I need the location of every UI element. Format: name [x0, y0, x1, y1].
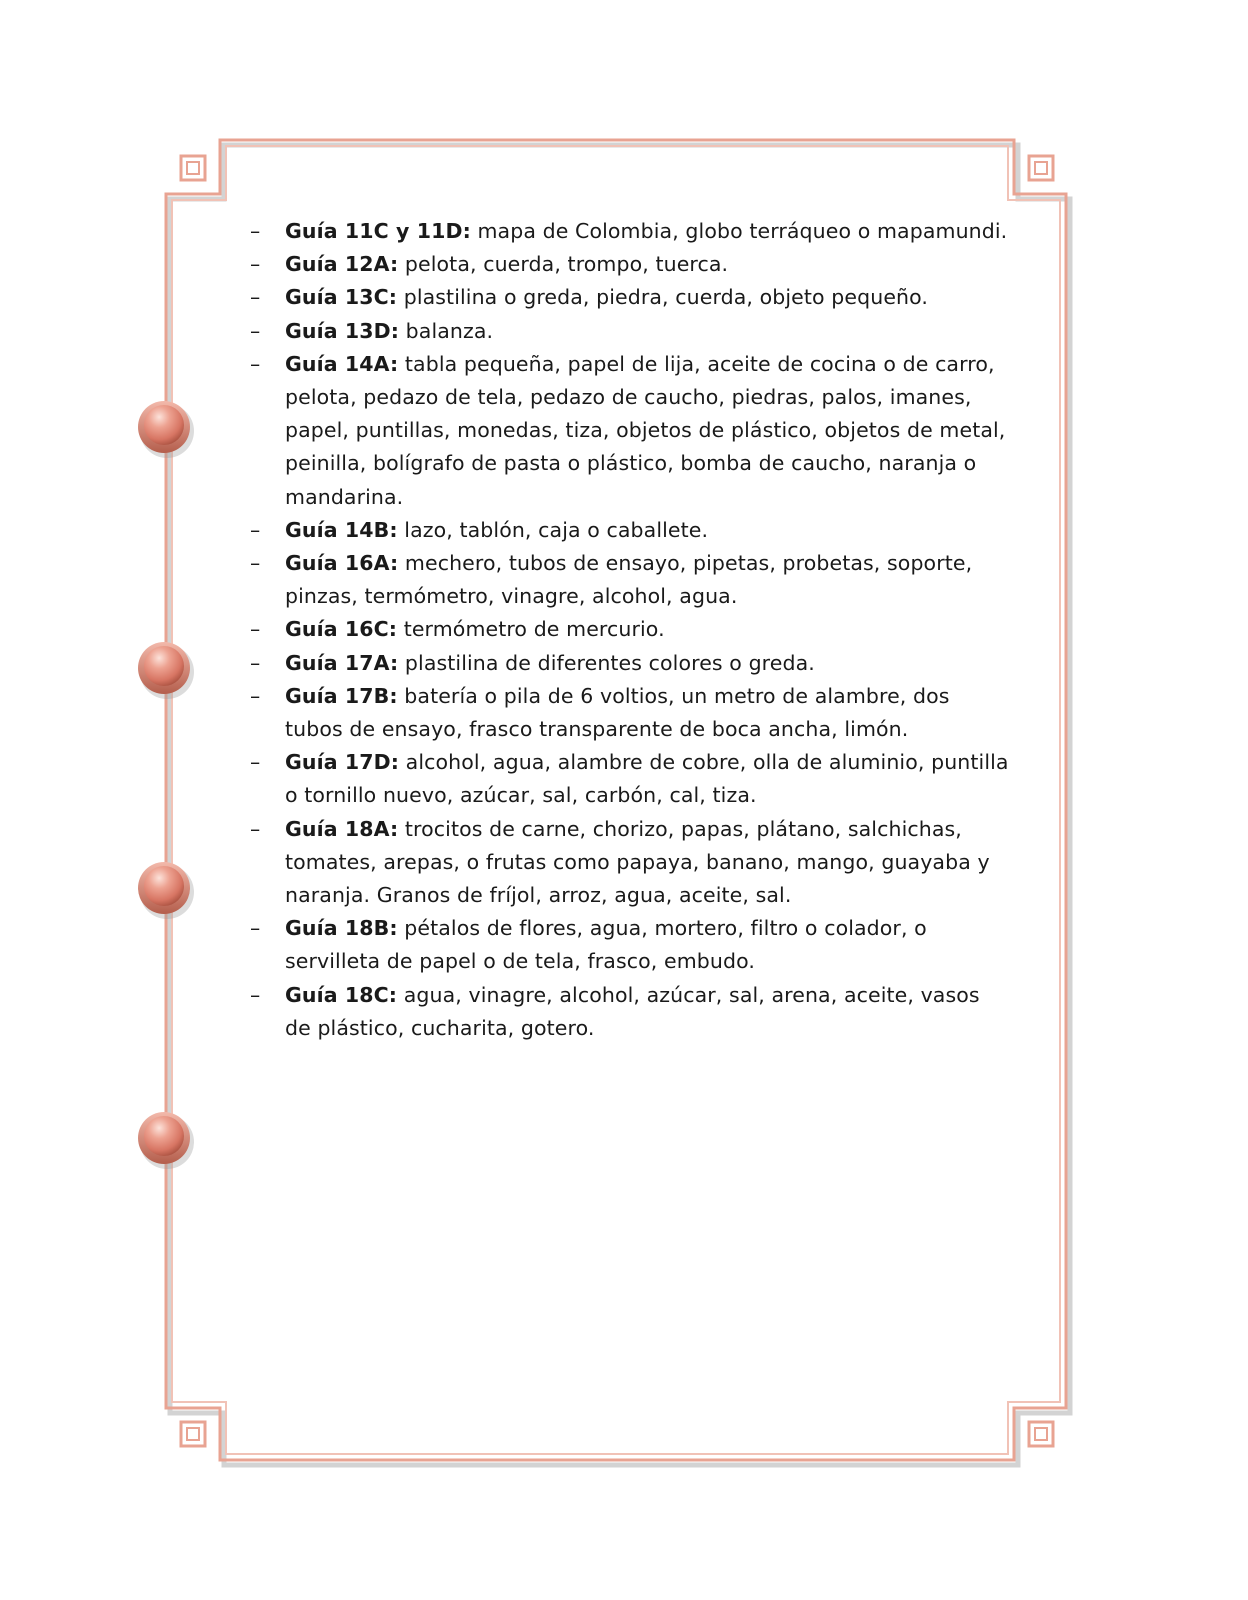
materials-list	[250, 215, 1010, 1045]
list-item	[250, 813, 1010, 913]
item-text: plastilina de diferentes colores o greda.	[398, 650, 815, 675]
list-item	[250, 215, 1010, 248]
guide-label: Guía 17A:	[285, 650, 399, 675]
dash: –	[250, 252, 261, 277]
dash: –	[250, 219, 261, 243]
dash: –	[250, 916, 261, 941]
bead-2	[138, 642, 194, 699]
dash: –	[250, 551, 261, 576]
dash: –	[250, 650, 261, 675]
guide-label: Guía 17B:	[285, 683, 398, 708]
item-text: alcohol, agua, alambre de cobre, olla de aluminio, puntilla o tornillo nuevo, azúcar, sal, carbón, cal, tiza.	[285, 750, 1009, 808]
item-text: trocitos de carne, chorizo, papas, plátano, salchichas, tomates, arepas, o frutas como papaya, banano, mango, guayaba y naranja. Granos de fríjol, arroz, agua, aceite, sal.	[285, 816, 990, 908]
item-text: plastilina o greda, piedra, cuerda, objeto pequeño.	[397, 285, 929, 310]
item-text: lazo, tablón, caja o caballete.	[397, 517, 709, 542]
guide-label: Guía 18A:	[285, 816, 399, 841]
dash: –	[250, 351, 261, 376]
list-item	[250, 348, 1010, 514]
list-item	[250, 281, 1010, 314]
item-text: balanza.	[399, 318, 494, 343]
guide-label: Guía 18C:	[285, 982, 398, 1007]
guide-label: Guía 16C:	[285, 617, 398, 642]
item-text: pétalos de flores, agua, mortero, filtro o colador, o servilleta de papel o de tela, frasco, embudo.	[285, 916, 927, 974]
item-text: agua, vinagre, alcohol, azúcar, sal, arena, aceite, vasos de plástico, cucharita, gotero.	[285, 982, 980, 1040]
guide-label: Guía 13C:	[285, 285, 398, 310]
list-item	[250, 912, 1010, 978]
item-text: termómetro de mercurio.	[397, 617, 665, 642]
list-item	[250, 514, 1010, 547]
guide-label: Guía 17D:	[285, 750, 400, 775]
dash: –	[250, 683, 261, 708]
bead-1	[138, 401, 194, 458]
dash: –	[250, 750, 261, 775]
dash: –	[250, 517, 261, 542]
bead-4	[138, 1112, 194, 1169]
guide-label: Guía 14B:	[285, 517, 398, 542]
list-item	[250, 746, 1010, 812]
item-text: batería o pila de 6 voltios, un metro de alambre, dos tubos de ensayo, frasco transparente de boca ancha, limón.	[285, 683, 950, 742]
list-item	[250, 547, 1010, 613]
guide-label: Guía 12A:	[285, 252, 399, 277]
guide-label: Guía 18B:	[285, 916, 398, 941]
bead-3	[138, 862, 194, 919]
list-item	[250, 979, 1010, 1045]
dash: –	[250, 617, 261, 642]
list-item	[250, 613, 1010, 646]
item-text: pelota, cuerda, trompo, tuerca.	[398, 252, 729, 277]
dash: –	[250, 816, 261, 841]
guide-label: Guía 11C y 11D:	[285, 219, 471, 243]
guide-label: Guía 16A:	[285, 551, 399, 576]
item-text: mechero, tubos de ensayo, pipetas, probetas, soporte, pinzas, termómetro, vinagre, alcohol, agua.	[285, 551, 973, 609]
dash: –	[250, 982, 261, 1007]
list-item	[250, 315, 1010, 348]
guide-label: Guía 14A:	[285, 351, 399, 376]
item-text: tabla pequeña, papel de lija, aceite de cocina o de carro, pelota, pedazo de tela, pedazo de caucho, piedras, palos, imanes, papel, puntillas, monedas, tiza, objetos de plástico, objetos de metal, peinilla, bolígrafo de pasta o plástico, bomba de caucho, naranja o mandarina.	[285, 351, 1006, 509]
dash: –	[250, 285, 261, 310]
item-text: mapa de Colombia, globo terráqueo o mapamundi.	[470, 219, 1008, 243]
list-item	[250, 680, 1010, 746]
dash: –	[250, 318, 261, 343]
guide-label: Guía 13D:	[285, 318, 400, 343]
list-item	[250, 647, 1010, 680]
list-item	[250, 248, 1010, 281]
